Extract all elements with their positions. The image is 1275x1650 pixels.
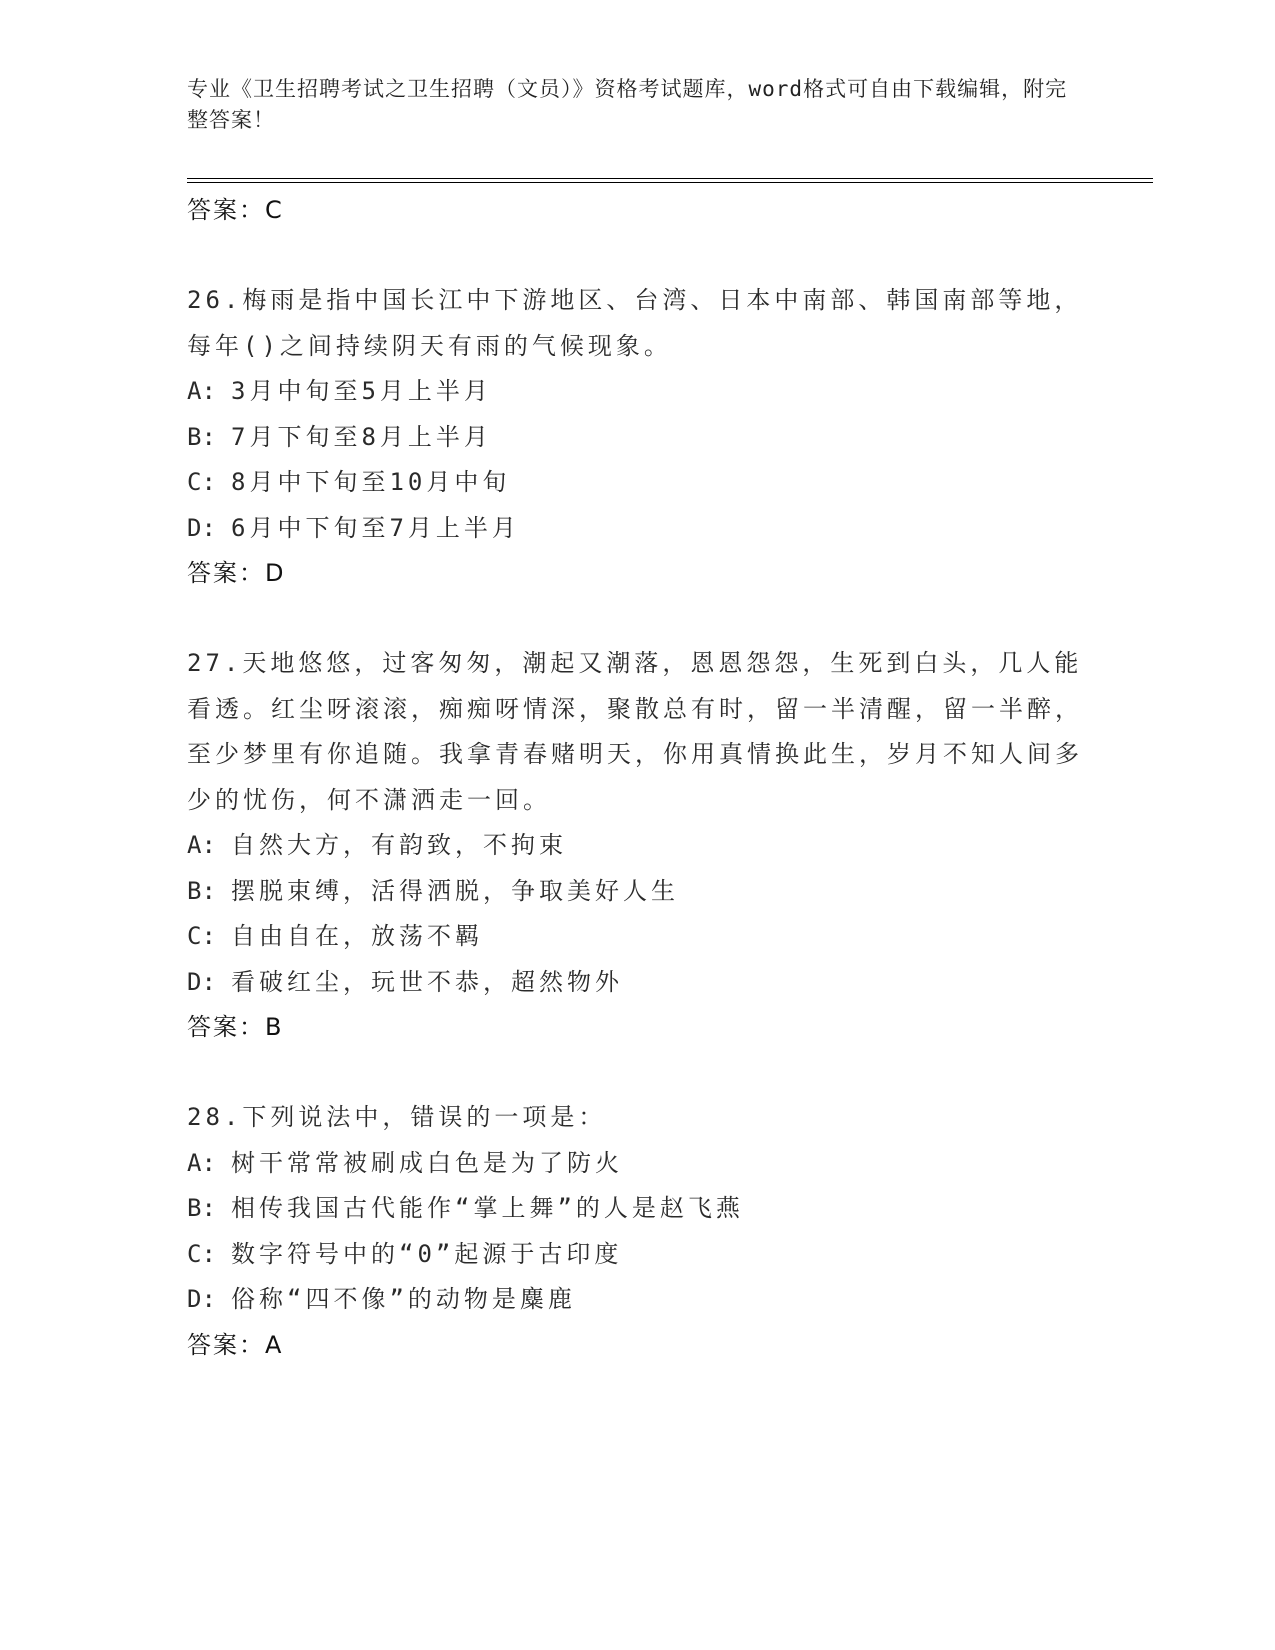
option-key: D: (187, 967, 216, 996)
option-b (187, 415, 1087, 461)
option-text: 数字符号中的“0”起源于古印度 (231, 1239, 623, 1268)
option-key: C: (187, 922, 216, 950)
option-b (187, 1186, 1087, 1232)
answer-value: A (265, 1330, 284, 1359)
answer-label: 答案： (187, 1013, 265, 1041)
option-d (187, 960, 1087, 1006)
answer-label: 答案： (187, 196, 265, 224)
option-a (187, 1141, 1087, 1187)
option-key: B: (187, 1194, 216, 1222)
answer-value: D (265, 559, 286, 587)
option-text: 看破红尘，玩世不恭，超然物外 (231, 967, 623, 996)
option-c (187, 1232, 1087, 1278)
answer-value: C (265, 196, 284, 224)
option-key: A: (187, 377, 216, 405)
header-divider-bottom (187, 182, 1153, 183)
option-c (187, 460, 1087, 506)
header-divider-top (187, 178, 1153, 179)
document-header (187, 74, 1087, 136)
question-stem: 28.下列说法中，错误的一项是： (187, 1103, 607, 1131)
question-list (187, 188, 1087, 1368)
option-a (187, 823, 1087, 869)
option-text: 7月下旬至8月上半月 (231, 422, 492, 451)
option-text: 自然大方，有韵致，不拘束 (231, 831, 567, 859)
question-27 (187, 641, 1087, 1050)
option-c (187, 914, 1087, 960)
header-text: 专业《卫生招聘考试之卫生招聘（文员）》资格考试题库，word格式可自由下载编辑，附完整答案！ (187, 77, 1068, 132)
option-text: 俗称“四不像”的动物是麋鹿 (231, 1285, 576, 1313)
option-key: B: (187, 876, 216, 905)
question-answer (187, 1005, 1087, 1050)
option-text: 8月中下旬至10月中旬 (231, 468, 511, 496)
question-answer (187, 1323, 1087, 1368)
option-text: 6月中下旬至7月上半月 (231, 513, 520, 542)
question-stem: 26.梅雨是指中国长江中下游地区、台湾、日本中南部、韩国南部等地，每年()之间持续阴天有雨的气候现象。 (187, 286, 1083, 360)
option-b (187, 869, 1087, 915)
option-key: D: (187, 513, 216, 542)
question-stem: 27.天地悠悠，过客匆匆，潮起又潮落，恩恩怨怨，生死到白头，几人能看透。红尘呀滚滚，痴痴呀情深，聚散总有时，留一半清醒，留一半醉，至少梦里有你追随。我拿青春赌明天，你用真情换此生，岁月不知人间多少的忧伤，何不潇洒走一回。 (187, 649, 1083, 814)
question-answer (187, 551, 1087, 596)
option-key: A: (187, 831, 216, 859)
option-d (187, 1277, 1087, 1323)
option-key: C: (187, 1239, 216, 1268)
question-28 (187, 1095, 1087, 1368)
option-key: D: (187, 1285, 216, 1313)
previous-answer (187, 188, 1087, 233)
option-text: 自由自在，放荡不羁 (231, 922, 483, 950)
question-26 (187, 278, 1087, 596)
answer-label: 答案： (187, 1330, 265, 1359)
option-key: B: (187, 422, 216, 451)
option-key: C: (187, 468, 216, 496)
option-text: 摆脱束缚，活得洒脱，争取美好人生 (231, 876, 679, 905)
option-a (187, 369, 1087, 415)
option-d (187, 506, 1087, 552)
option-text: 树干常常被刷成白色是为了防火 (231, 1148, 623, 1177)
option-key: A: (187, 1148, 216, 1177)
answer-value: B (265, 1013, 284, 1041)
option-text: 3月中旬至5月上半月 (231, 377, 492, 405)
answer-label: 答案： (187, 559, 265, 587)
option-text: 相传我国古代能作“掌上舞”的人是赵飞燕 (231, 1194, 744, 1222)
